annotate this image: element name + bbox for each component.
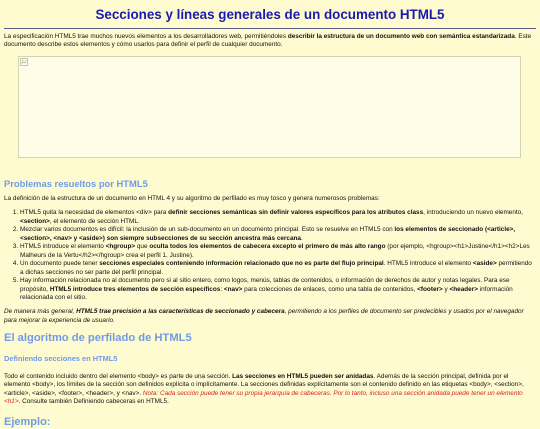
intro-bold: describir la estructura de un documento web con semántica estandarizada [287,32,515,40]
list-item: 5. Hay información relacionada no al documento pero si al sitio entero, como logos, menús, tablas de contenidos, o información de derechos de autor y notas legales. Para ese propósito, HTML5 introduce tres elementos de sección específicos: <nav> para colecciones de enlaces, como una tabla de contenidos, <footer> y <header> información relacionada con el sitio. [20,277,536,302]
list-item: 4. Un documento puede tener secciones especiales conteniendo información relacionado que no es parte del flujo principal. HTML5 introduce el elemento <aside> permitiendo a dichas secciones no ser parte del perfil principal. [20,260,536,277]
problems-list [4,209,536,302]
intro-paragraph [4,33,536,50]
problems-lead: La definición de la estructura de un documento en HTML 4 y su algoritmo de perfilado es muy tosco y genera numerosos problemas: [4,195,380,202]
broken-image [18,56,521,158]
title-divider [4,28,536,29]
subheading-defining-sections: Definiendo secciones en HTML5 [4,354,118,364]
broken-image-icon [20,58,28,66]
section-heading-algorithm: El algoritmo de perfilado de HTML5 [4,332,192,345]
page [0,6,540,428]
list-item: 1. HTML5 quita la necesidad de elementos <div> para definir secciones semánticas sin definir valores específicos para los atributos class, introduciendo un nuevo elemento, <section>, el elemento de sección HTML. [20,209,536,226]
list-item: 3. HTML5 introduce el elemento <hgroup> que oculta todos los elementos de cabecera excepto el primero de más alto rango (por ejemplo, <hgroup><h1>Justine</h1><h2>Les Malheurs de la Vertu</h2></hgroup> crea el perfil 1. Justine). [20,243,536,260]
example-heading: Ejemplo: [4,415,51,428]
list-item: 2. Mezclar varios documentos es difícil: la inclusión de un sub-documento en un documento principal. Esto se resuelve en HTML5 con los elementos de seccionado (<article>, <section>, <nav> y <aside>) son siempre subsecciones de su sección ancestra más cercana. [20,226,536,243]
note-text: Nota: Cada sección puede tener su propia jerarquía de cabeceras. Por lo tanto, incluso una sección anidada puede tener un elemento <h1> [4,389,523,406]
section-heading-problems: Problemas resueltos por HTML5 [4,177,148,189]
problems-summary: De manera más general, HTML5 trae precisión a las características de seccionado y cabecera, permitiendo a los perfiles de documento ser predecibles y usados por el navegador para mejorar la experiencia de usuario. [4,308,524,324]
intro-text-end: . Este documento describe estos elementos y cómo usarlos para definir el perfil de cualquier documento. [4,32,532,49]
algorithm-paragraph: Todo el contenido incluido dentro del elemento <body> es parte de una sección. Las secciones en HTML5 pueden ser anidadas. Además de la sección principal, definida por el elemento <body>, los límites de la sección son definidos explícita o implícitamente. La secciones definidas explícitamente son el contenido definido en las etiquetas <body>, <section>, <article>, <aside>, <footer>, <header>, y <nav>. Nota: Cada sección puede tener su propia jerarquía de cabeceras. Por lo tanto, incluso una sección anidada puede tener un elemento <h1>. Consulte también Definiendo cabeceras en HTML5. [4,372,524,406]
page-title: Secciones y líneas generales de un documento HTML5 [95,7,445,22]
intro-text: La especificación HTML5 trae muchos nuevos elementos a los desarrolladores web, permitiéndoles [4,32,288,40]
